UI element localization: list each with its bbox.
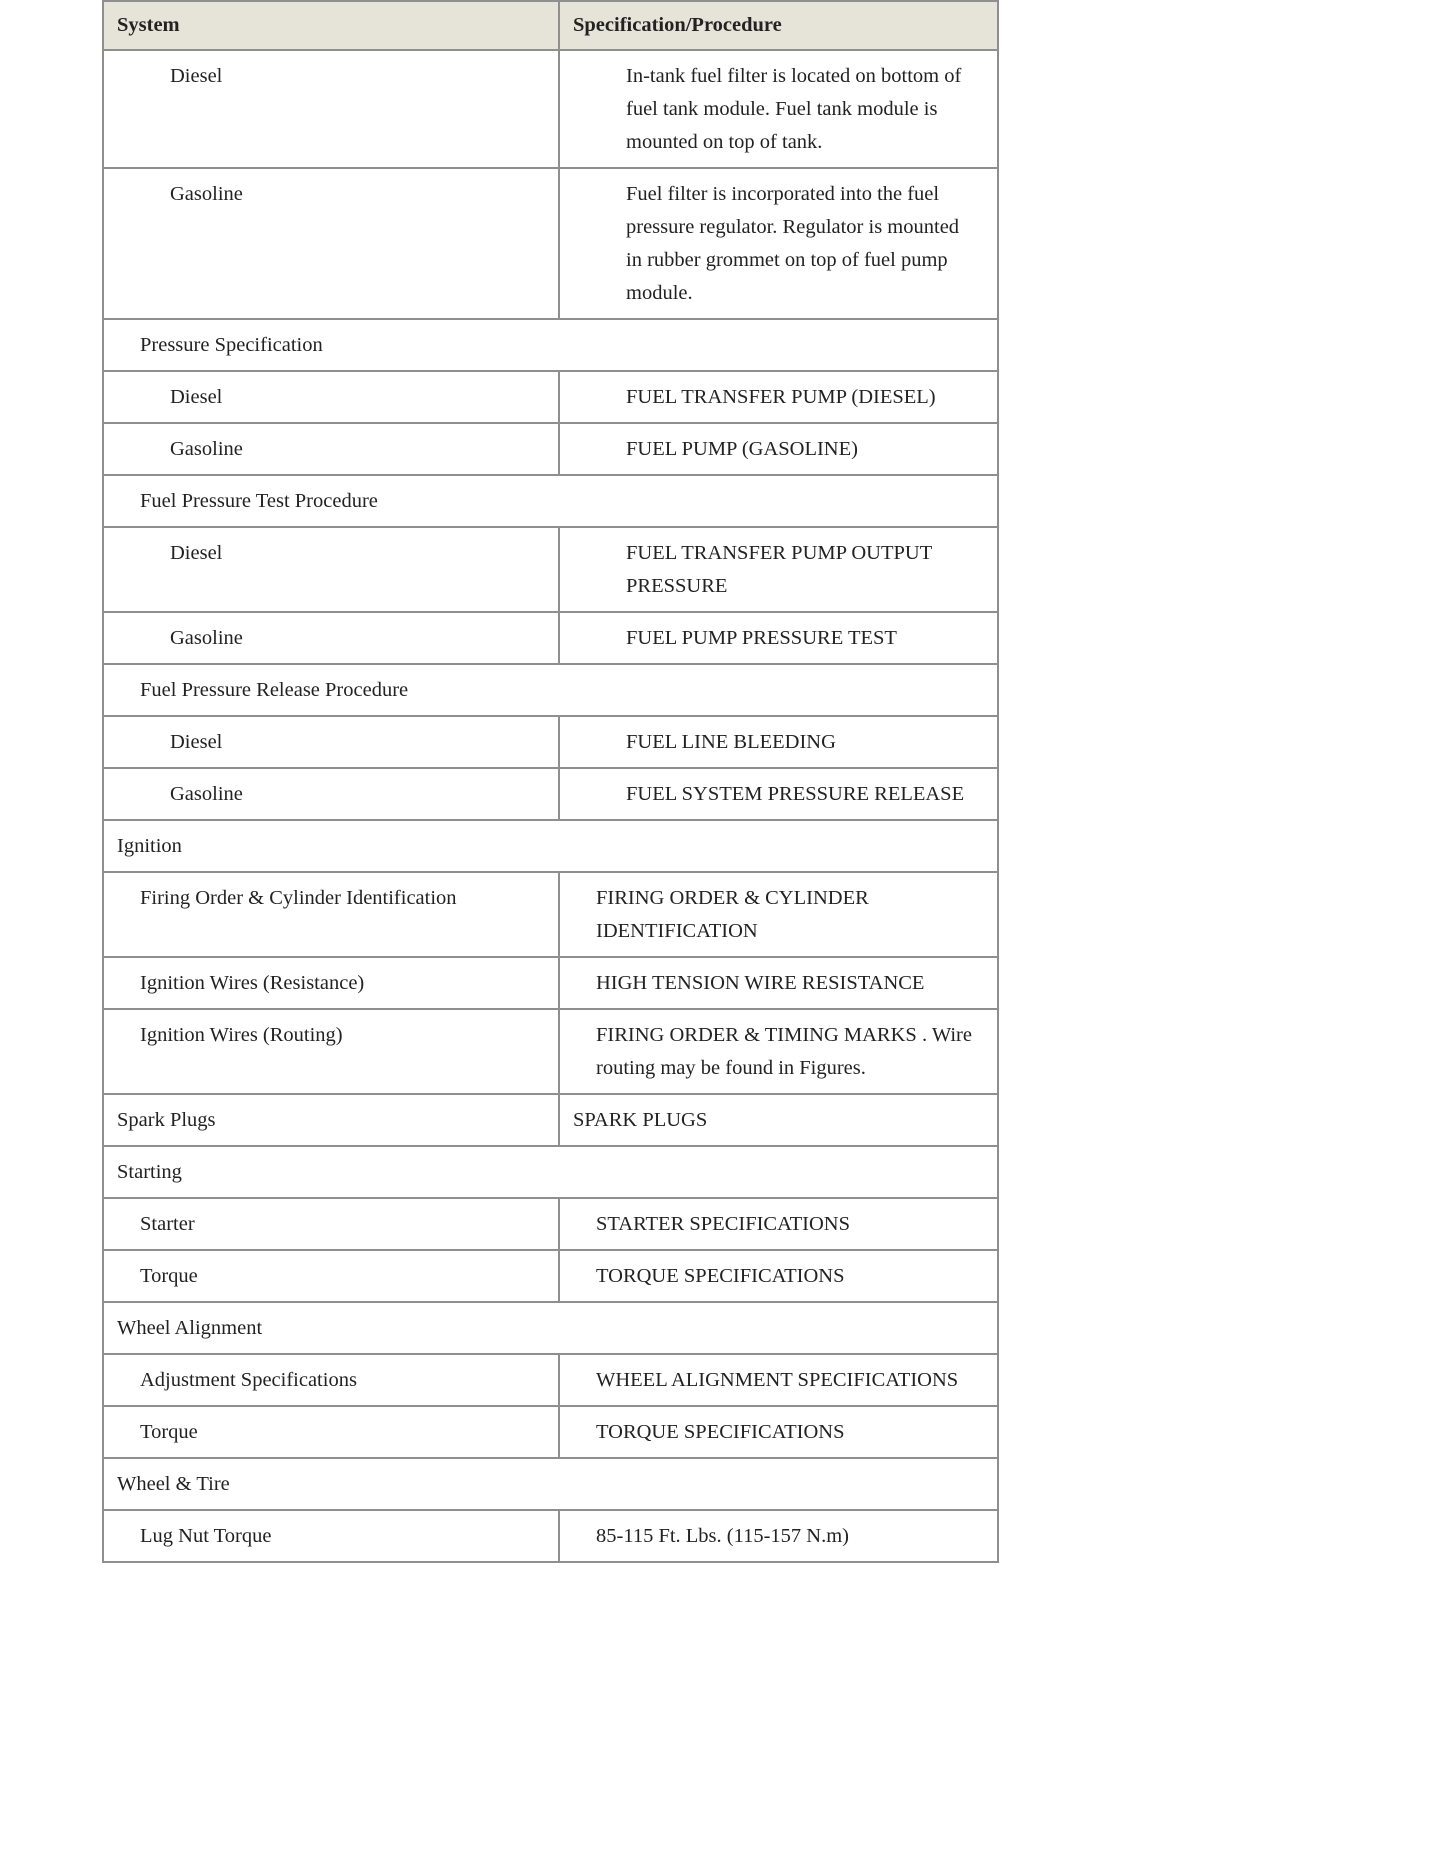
table-row xyxy=(103,872,998,957)
group-row xyxy=(103,1458,998,1510)
spec-cell: FUEL PUMP (GASOLINE) xyxy=(559,423,998,475)
table-header-row xyxy=(103,1,998,50)
group-row xyxy=(103,664,998,716)
group-row xyxy=(103,820,998,872)
group-heading: Starting xyxy=(103,1146,998,1198)
system-cell: Torque xyxy=(103,1250,559,1302)
group-row xyxy=(103,319,998,371)
spec-cell: STARTER SPECIFICATIONS xyxy=(559,1198,998,1250)
table-row xyxy=(103,716,998,768)
spec-table xyxy=(102,0,999,1563)
group-heading: Wheel & Tire xyxy=(103,1458,998,1510)
spec-cell: TORQUE SPECIFICATIONS xyxy=(559,1406,998,1458)
table-row xyxy=(103,1510,998,1562)
system-cell: Diesel xyxy=(103,716,559,768)
table-row xyxy=(103,1198,998,1250)
spec-cell: Fuel filter is incorporated into the fuel pressure regulator. Regulator is mounted in rubber grommet on top of fuel pump module. xyxy=(559,168,998,319)
group-row xyxy=(103,475,998,527)
spec-cell: WHEEL ALIGNMENT SPECIFICATIONS xyxy=(559,1354,998,1406)
group-heading: Fuel Pressure Test Procedure xyxy=(103,475,998,527)
system-cell: Gasoline xyxy=(103,612,559,664)
system-cell: Adjustment Specifications xyxy=(103,1354,559,1406)
spec-cell: FUEL SYSTEM PRESSURE RELEASE xyxy=(559,768,998,820)
table-row xyxy=(103,1094,998,1146)
table-row xyxy=(103,957,998,1009)
table-row xyxy=(103,527,998,612)
spec-cell: SPARK PLUGS xyxy=(559,1094,998,1146)
spec-cell: FUEL PUMP PRESSURE TEST xyxy=(559,612,998,664)
spec-cell: HIGH TENSION WIRE RESISTANCE xyxy=(559,957,998,1009)
spec-cell: FUEL TRANSFER PUMP OUTPUT PRESSURE xyxy=(559,527,998,612)
spec-cell: In-tank fuel filter is located on bottom of fuel tank module. Fuel tank module is mounted on top of tank. xyxy=(559,50,998,168)
group-heading: Wheel Alignment xyxy=(103,1302,998,1354)
table-row xyxy=(103,168,998,319)
spec-cell: FUEL LINE BLEEDING xyxy=(559,716,998,768)
spec-cell: 85-115 Ft. Lbs. (115-157 N.m) xyxy=(559,1510,998,1562)
system-cell: Starter xyxy=(103,1198,559,1250)
group-row xyxy=(103,1146,998,1198)
system-cell: Torque xyxy=(103,1406,559,1458)
system-cell: Spark Plugs xyxy=(103,1094,559,1146)
system-cell: Gasoline xyxy=(103,168,559,319)
group-heading: Fuel Pressure Release Procedure xyxy=(103,664,998,716)
column-header-system: System xyxy=(103,1,559,50)
system-cell: Diesel xyxy=(103,527,559,612)
table-row xyxy=(103,50,998,168)
system-cell: Gasoline xyxy=(103,423,559,475)
table-row xyxy=(103,371,998,423)
system-cell: Firing Order & Cylinder Identification xyxy=(103,872,559,957)
spec-cell: TORQUE SPECIFICATIONS xyxy=(559,1250,998,1302)
system-cell: Gasoline xyxy=(103,768,559,820)
group-heading: Ignition xyxy=(103,820,998,872)
spec-cell: FIRING ORDER & TIMING MARKS . Wire routing may be found in Figures. xyxy=(559,1009,998,1094)
spec-cell: FIRING ORDER & CYLINDER IDENTIFICATION xyxy=(559,872,998,957)
system-cell: Diesel xyxy=(103,371,559,423)
table-row xyxy=(103,1250,998,1302)
table-row xyxy=(103,612,998,664)
table-row xyxy=(103,1009,998,1094)
column-header-spec: Specification/Procedure xyxy=(559,1,998,50)
system-cell: Diesel xyxy=(103,50,559,168)
group-row xyxy=(103,1302,998,1354)
system-cell: Ignition Wires (Resistance) xyxy=(103,957,559,1009)
table-row xyxy=(103,768,998,820)
spec-cell: FUEL TRANSFER PUMP (DIESEL) xyxy=(559,371,998,423)
system-cell: Lug Nut Torque xyxy=(103,1510,559,1562)
group-heading: Pressure Specification xyxy=(103,319,998,371)
table-row xyxy=(103,1354,998,1406)
table-row xyxy=(103,1406,998,1458)
table-row xyxy=(103,423,998,475)
system-cell: Ignition Wires (Routing) xyxy=(103,1009,559,1094)
